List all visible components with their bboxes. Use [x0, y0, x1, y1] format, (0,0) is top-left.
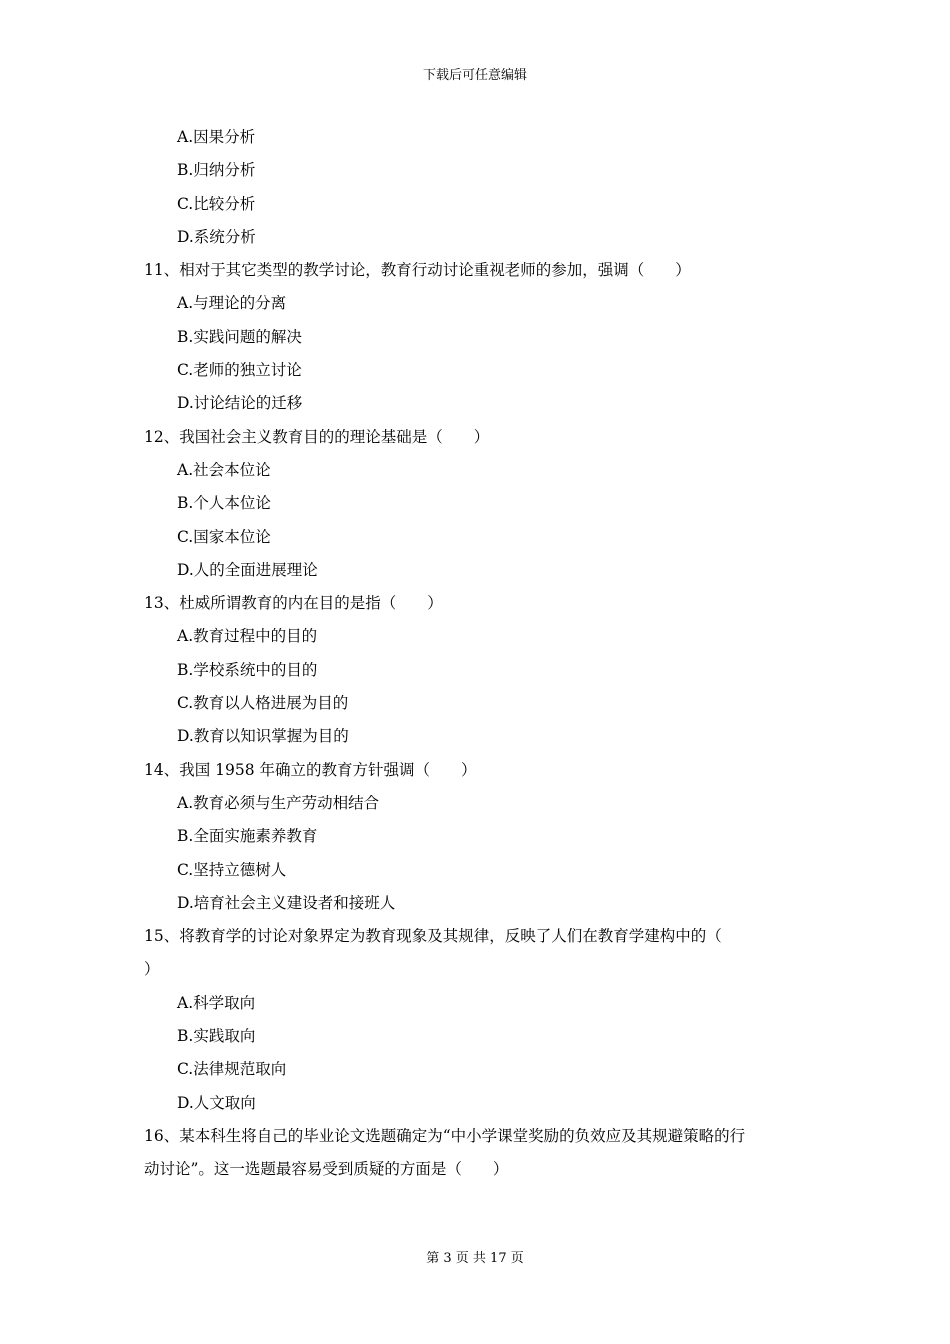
- question-text: 11、相对于其它类型的教学讨论，教育行动讨论重视老师的参加，强调（ ）: [144, 261, 691, 280]
- answer-option: D.人的全面进展理论: [177, 560, 318, 579]
- answer-option: D.人文取向: [177, 1093, 256, 1112]
- answer-option: D.培育社会主义建设者和接班人: [177, 893, 396, 912]
- question-text: 16、某本科生将自己的毕业论文选题确定为“中小学课堂奖励的负效应及其规避策略的行: [144, 1126, 746, 1145]
- page-footer: 第 3 页 共 17 页: [426, 1251, 524, 1266]
- answer-option: A.与理论的分离: [177, 294, 287, 313]
- answer-option: B.学校系统中的目的: [177, 660, 318, 679]
- answer-option: B.归纳分析: [177, 161, 256, 180]
- question-text: 15、将教育学的讨论对象界定为教育现象及其规律，反映了人们在教育学建构中的（: [144, 927, 722, 946]
- answer-option: A.教育必须与生产劳动相结合: [177, 793, 380, 812]
- answer-option: D.系统分析: [177, 227, 256, 246]
- question-list: [144, 121, 814, 1187]
- answer-option: A.教育过程中的目的: [177, 627, 318, 646]
- question-text: 13、杜威所谓教育的内在目的是指（ ）: [144, 594, 443, 613]
- answer-option: C.法律规范取向: [177, 1060, 287, 1079]
- answer-option: B.实践问题的解决: [177, 327, 302, 346]
- answer-option: A.因果分析: [177, 128, 256, 146]
- answer-option: C.教育以人格进展为目的: [177, 694, 349, 713]
- question-text: 12、我国社会主义教育目的的理论基础是（ ）: [144, 427, 490, 446]
- answer-option: D.教育以知识掌握为目的: [177, 727, 349, 746]
- answer-option: C.比较分析: [177, 194, 256, 213]
- answer-option: B.全面实施素养教育: [177, 827, 318, 846]
- question-text: 动讨论”。这一选题最容易受到质疑的方面是（ ）: [144, 1160, 509, 1179]
- answer-option: A.科学取向: [177, 993, 256, 1012]
- page-header: 下载后可任意编辑: [422, 68, 527, 83]
- answer-option: A.社会本位论: [177, 460, 271, 479]
- answer-option: B.个人本位论: [177, 494, 271, 513]
- question-text: ）: [144, 960, 160, 979]
- answer-option: D.讨论结论的迁移: [177, 394, 303, 413]
- answer-option: C.坚持立德树人: [177, 860, 287, 879]
- answer-option: C.老师的独立讨论: [177, 361, 302, 380]
- question-text: 14、我国 1958 年确立的教育方针强调（ ）: [144, 760, 477, 779]
- answer-option: C.国家本位论: [177, 527, 271, 546]
- answer-option: B.实践取向: [177, 1027, 256, 1046]
